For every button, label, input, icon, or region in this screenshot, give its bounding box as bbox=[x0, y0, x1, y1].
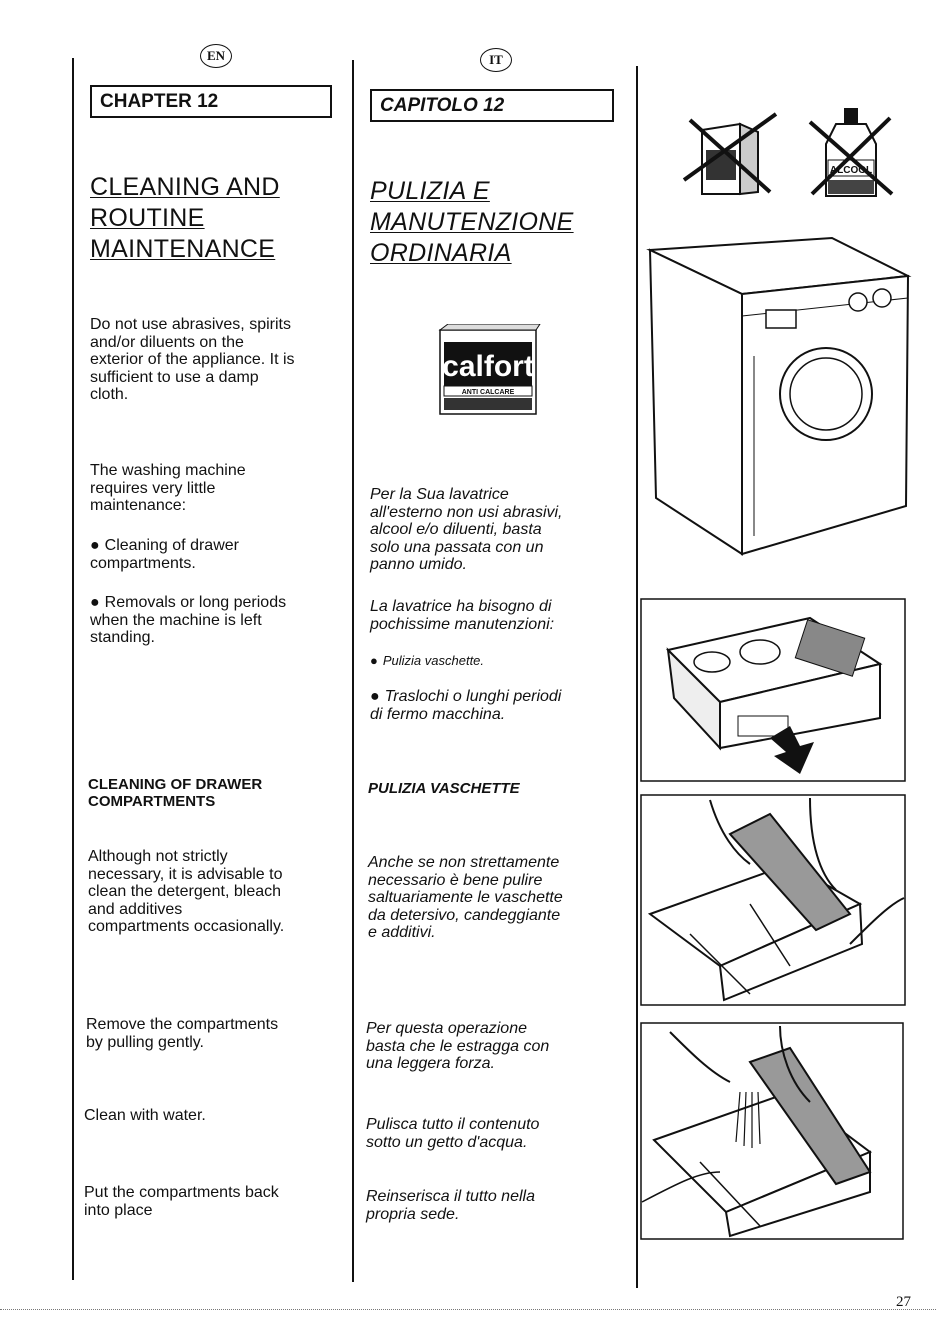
maintenance-paragraph-it: La lavatrice ha bisogno di pochissime manutenzioni: bbox=[370, 598, 555, 633]
column-rule-right bbox=[636, 66, 638, 1288]
svg-text:calfort: calfort bbox=[442, 350, 534, 383]
column-rule-left bbox=[72, 58, 74, 1280]
intro-paragraph-it: Per la Sua lavatrice all'esterno non usi abrasivi, alcool e/o diluenti, basta solo una passata con un panno umido. bbox=[370, 486, 563, 573]
drawer-rinsing-figure bbox=[640, 1022, 904, 1240]
bullet-drawer-en: ● Cleaning of drawer compartments. bbox=[90, 537, 239, 572]
drawer-cleaning-figure bbox=[640, 794, 906, 1006]
clean-step-en: Clean with water. bbox=[84, 1107, 206, 1124]
drawer-removal-figure bbox=[640, 598, 906, 782]
bullet-removals-en: ● Removals or long periods when the machine is left standing. bbox=[90, 594, 286, 647]
maintenance-paragraph-en: The washing machine requires very little maintenance: bbox=[90, 462, 246, 514]
back-step-it: Reinserisca il tutto nella propria sede. bbox=[366, 1188, 535, 1223]
page-number: 27 bbox=[896, 1294, 911, 1310]
remove-step-en: Remove the compartments by pulling gently. bbox=[86, 1016, 279, 1051]
section-title-it: PULIZIA E MANUTENZIONE ORDINARIA bbox=[370, 177, 574, 267]
section-title-en: CLEANING AND ROUTINE MAINTENANCE bbox=[90, 173, 280, 263]
descaler-box-illustration bbox=[436, 324, 542, 418]
advise-paragraph-it: Anche se non strettamente necessario è bene pulire saltuariamente le vaschette da detersivo, candeggiante e additivi. bbox=[368, 854, 563, 941]
svg-text:ANTI CALCARE: ANTI CALCARE bbox=[461, 389, 515, 396]
language-flag-it: IT bbox=[480, 48, 512, 72]
bullet-drawer-it: ● Pulizia vaschette. bbox=[370, 652, 484, 670]
washing-machine-illustration bbox=[646, 236, 912, 558]
intro-paragraph-en: Do not use abrasives, spirits and/or diluents on the exterior of the appliance. It is sufficient to use a damp cloth. bbox=[90, 316, 295, 403]
bullet-removals-it: ● Traslochi o lunghi periodi di fermo macchina. bbox=[370, 688, 561, 723]
subheading-it: PULIZIA VASCHETTE bbox=[368, 780, 520, 797]
chapter-label-en: CHAPTER 12 bbox=[90, 85, 332, 118]
chapter-label-it: CAPITOLO 12 bbox=[370, 89, 614, 122]
clean-step-it: Pulisca tutto il contenuto sotto un getto d'acqua. bbox=[366, 1116, 540, 1151]
no-abrasive-powder-icon bbox=[680, 110, 780, 200]
subheading-en: CLEANING OF DRAWER COMPARTMENTS bbox=[88, 776, 263, 810]
language-flag-en: EN bbox=[200, 44, 232, 68]
svg-text:ALCOOL: ALCOOL bbox=[829, 165, 873, 176]
advise-paragraph-en: Although not strictly necessary, it is advisable to clean the detergent, bleach and additives compartments occasionally. bbox=[88, 848, 285, 935]
no-alcohol-icon bbox=[806, 104, 896, 204]
back-step-en: Put the compartments back into place bbox=[84, 1184, 279, 1219]
page-bottom-rule bbox=[0, 1309, 936, 1310]
remove-step-it: Per questa operazione basta che le estragga con una leggera forza. bbox=[366, 1020, 550, 1072]
column-rule-middle bbox=[352, 60, 354, 1282]
